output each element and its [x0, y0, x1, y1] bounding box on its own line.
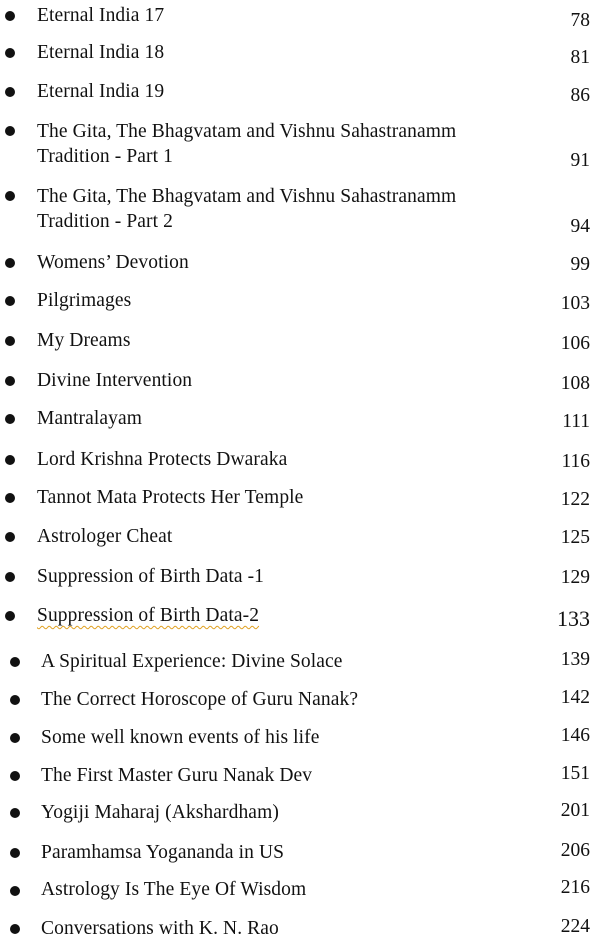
bullet-icon: [10, 695, 20, 705]
toc-entry-title: Conversations with K. N. Rao: [41, 918, 279, 939]
toc-entry-title: Paramhamsa Yogananda in US: [41, 842, 285, 863]
bullet-icon: [5, 376, 15, 386]
bullet-icon: [5, 532, 15, 542]
bullet-icon: [5, 336, 15, 346]
toc-entry-page: 78: [570, 10, 590, 31]
toc-entry-page: 142: [560, 687, 590, 708]
toc-entry-page: 111: [562, 411, 590, 432]
toc-entry-page: 91: [570, 150, 590, 171]
toc-entry-title: Astrologer Cheat: [37, 526, 173, 547]
toc-entry-page: 86: [570, 85, 590, 106]
toc-entry-page: 129: [560, 567, 590, 588]
bullet-icon: [10, 657, 20, 667]
toc-entry-page: 151: [560, 763, 590, 784]
bullet-icon: [5, 455, 15, 465]
toc-entry-title: Astrology Is The Eye Of Wisdom: [41, 879, 307, 900]
toc-entry-page: 146: [560, 725, 590, 746]
toc-entry-page: 81: [570, 47, 590, 68]
bullet-icon: [10, 733, 20, 743]
toc-entry-title: Mantralayam: [37, 408, 143, 429]
toc-entry-page: 125: [560, 527, 590, 548]
toc-entry-page: 103: [560, 293, 590, 314]
toc-entry-title: The Correct Horoscope of Guru Nanak?: [41, 689, 359, 710]
toc-entry-page: 99: [570, 254, 590, 275]
toc-entry-title: The Gita, The Bhagvatam and Vishnu Sahastranamm Tradition - Part 1: [37, 121, 457, 167]
toc-entry-title: My Dreams: [37, 330, 131, 351]
bullet-icon: [10, 771, 20, 781]
bullet-icon: [5, 11, 15, 21]
bullet-icon: [5, 191, 15, 201]
bullet-icon: [5, 493, 15, 503]
toc-entry-title: Pilgrimages: [37, 290, 132, 311]
bullet-icon: [5, 296, 15, 306]
bullet-icon: [5, 414, 15, 424]
bullet-icon: [5, 126, 15, 136]
bullet-icon: [10, 924, 20, 934]
bullet-icon: [10, 886, 20, 896]
toc-entry-title: Yogiji Maharaj (Akshardham): [41, 802, 279, 823]
toc-entry-page: 108: [560, 373, 590, 394]
toc-entry-page: 201: [560, 800, 590, 821]
toc-entry-title: Some well known events of his life: [41, 727, 320, 748]
toc-entry-page: 133: [557, 606, 590, 631]
toc-entry-title: Tannot Mata Protects Her Temple: [37, 487, 304, 508]
toc-entry-title: The First Master Guru Nanak Dev: [41, 765, 313, 786]
toc-entry-page: 122: [560, 489, 590, 510]
toc-entry-title: Suppression of Birth Data -1: [37, 566, 265, 587]
toc-entry-title: Eternal India 19: [37, 81, 165, 102]
toc-entry-title: Eternal India 18: [37, 42, 165, 63]
bullet-icon: [5, 87, 15, 97]
toc-entry-title: Womens’ Devotion: [37, 252, 189, 273]
bullet-icon: [5, 611, 15, 621]
toc-entry-page: 116: [561, 451, 590, 472]
bullet-icon: [5, 258, 15, 268]
toc-entry-page: 139: [560, 649, 590, 670]
bullet-icon: [10, 808, 20, 818]
toc-entry-title: Suppression of Birth Data-2: [37, 605, 260, 626]
toc-entry-page: 216: [560, 877, 590, 898]
toc-entry-page: 206: [560, 840, 590, 861]
toc-entry-title: The Gita, The Bhagvatam and Vishnu Sahastranamm Tradition - Part 2: [37, 186, 457, 232]
toc-entry-page: 106: [560, 333, 590, 354]
toc-entry-title: A Spiritual Experience: Divine Solace: [41, 651, 343, 672]
toc-entry-title: Eternal India 17: [37, 5, 165, 26]
toc-entry-title: Lord Krishna Protects Dwaraka: [37, 449, 288, 470]
bullet-icon: [10, 848, 20, 858]
toc-entry-page: 224: [560, 916, 590, 937]
bullet-icon: [5, 572, 15, 582]
bullet-icon: [5, 48, 15, 58]
toc-entry-title: Divine Intervention: [37, 370, 193, 391]
toc-entry-page: 94: [570, 216, 590, 237]
